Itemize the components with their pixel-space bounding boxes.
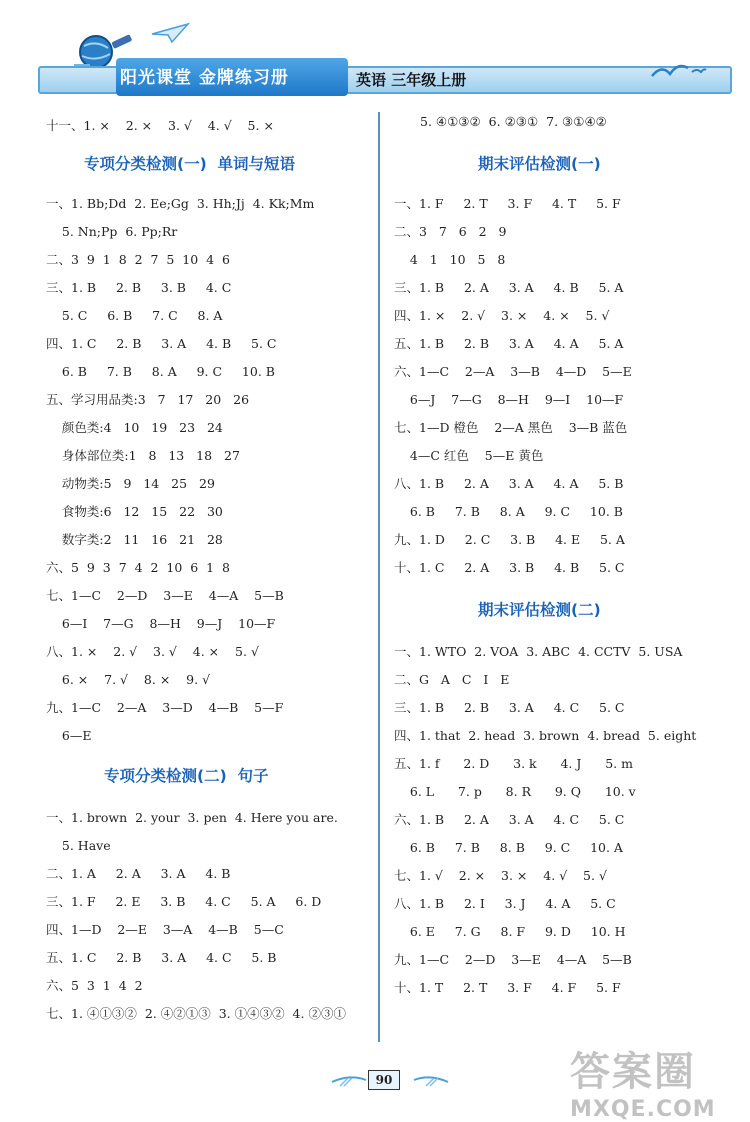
answer-row: 四、1—D 2—E 3—A 4—B 5—C: [46, 922, 284, 937]
answer-row: 6. × 7. √ 8. × 9. √: [46, 672, 211, 687]
answer-row: 十、1. T 2. T 3. F 4. F 5. F: [394, 980, 621, 995]
answer-row: 四、1. C 2. B 3. A 4. B 5. C: [46, 336, 277, 351]
answer-row: 九、1. D 2. C 3. B 4. E 5. A: [394, 532, 625, 547]
answer-row: 十、1. C 2. A 3. B 4. B 5. C: [394, 560, 625, 575]
answer-row: 6. E 7. G 8. F 9. D 10. H: [394, 924, 626, 939]
answer-row: 五、学习用品类:3 7 17 20 26: [46, 392, 250, 407]
answer-row: 5. ④①③② 6. ②③① 7. ③①④②: [420, 114, 607, 129]
answer-row: 二、1. A 2. A 3. A 4. B: [46, 866, 231, 881]
answer-row: 一、1. brown 2. your 3. pen 4. Here you are.: [46, 810, 338, 825]
answer-row: 八、1. B 2. A 3. A 4. A 5. B: [394, 476, 624, 491]
section-heading: 期末评估检测(一): [478, 155, 601, 173]
answer-row: 数字类:2 11 16 21 28: [46, 532, 223, 547]
answer-row: 四、1. × 2. √ 3. × 4. × 5. √: [394, 308, 610, 323]
answer-row: 食物类:6 12 15 22 30: [46, 504, 223, 519]
answer-row: 六、1—C 2—A 3—B 4—D 5—E: [394, 364, 632, 379]
subject-grade: 英语 三年级上册: [356, 71, 467, 89]
answer-row: 6. B 7. B 8. B 9. C 10. A: [394, 840, 623, 855]
column-divider: [378, 112, 380, 1042]
answer-row: 九、1—C 2—A 3—D 4—B 5—F: [46, 700, 284, 715]
answer-row: 五、1. B 2. B 3. A 4. A 5. A: [394, 336, 624, 351]
answer-row: 二、G A C I E: [394, 672, 510, 687]
answer-row: 六、5 9 3 7 4 2 10 6 1 8: [46, 560, 231, 575]
answer-row: 九、1—C 2—D 3—E 4—A 5—B: [394, 952, 632, 967]
answer-row: 颜色类:4 10 19 23 24: [46, 420, 223, 435]
answer-row: 一、1. Bb;Dd 2. Ee;Gg 3. Hh;Jj 4. Kk;Mm: [46, 196, 315, 211]
answer-row: 5. Have: [46, 838, 111, 853]
answer-row: 八、1. B 2. I 3. J 4. A 5. C: [394, 896, 616, 911]
section-heading: 专项分类检测(二) 句子: [104, 767, 269, 785]
answer-row: 八、1. × 2. √ 3. √ 4. × 5. √: [46, 644, 259, 659]
section-heading: 期末评估检测(二): [478, 601, 601, 619]
answer-row: 五、1. f 2. D 3. k 4. J 5. m: [394, 756, 633, 771]
answer-row: 三、1. B 2. B 3. A 4. C 5. C: [394, 700, 625, 715]
answer-row: 5. Nn;Pp 6. Pp;Rr: [46, 224, 178, 239]
page-header: [0, 0, 750, 110]
answer-row: 七、1—D 橙色 2—A 黑色 3—B 蓝色: [394, 420, 628, 435]
answer-row: 三、1. B 2. A 3. A 4. B 5. A: [394, 280, 624, 295]
answer-row: 三、1. F 2. E 3. B 4. C 5. A 6. D: [46, 894, 322, 909]
answer-row: 二、3 7 6 2 9: [394, 224, 507, 239]
answer-row: 6. B 7. B 8. A 9. C 10. B: [46, 364, 275, 379]
answer-row: 三、1. B 2. B 3. B 4. C: [46, 280, 232, 295]
answer-row: 6—J 7—G 8—H 9—I 10—F: [394, 392, 624, 407]
answer-row: 6—I 7—G 8—H 9—J 10—F: [46, 616, 276, 631]
answer-row: 4—C 红色 5—E 黄色: [394, 448, 544, 463]
answer-row: 一、1. WTO 2. VOA 3. ABC 4. CCTV 5. USA: [394, 644, 683, 659]
answer-row: 身体部位类:1 8 13 18 27: [46, 448, 240, 463]
answer-row: 七、1—C 2—D 3—E 4—A 5—B: [46, 588, 284, 603]
answer-row: 五、1. C 2. B 3. A 4. C 5. B: [46, 950, 277, 965]
answer-row: 六、1. B 2. A 3. A 4. C 5. C: [394, 812, 625, 827]
watermark-url: MXQE.COM: [570, 1097, 716, 1122]
section-heading: 专项分类检测(一) 单词与短语: [84, 155, 295, 173]
answer-row: 七、1. ④①③② 2. ④②①③ 3. ①④③② 4. ②③①: [46, 1006, 346, 1021]
series-title: 阳光课堂 金牌练习册: [120, 68, 289, 88]
answer-row: 七、1. √ 2. × 3. × 4. √ 5. √: [394, 868, 607, 883]
answer-row: 六、5 3 1 4 2: [46, 978, 143, 993]
answer-row: 6. L 7. p 8. R 9. Q 10. v: [394, 784, 636, 799]
answer-row: 5. C 6. B 7. C 8. A: [46, 308, 223, 323]
page-number: 90: [368, 1070, 400, 1090]
answer-row: 动物类:5 9 14 25 29: [46, 476, 215, 491]
paper-plane-icon: [150, 22, 190, 44]
watermark-title: 答案圈: [570, 1049, 696, 1095]
watermark: [570, 1040, 716, 1122]
answer-row: 4 1 10 5 8: [394, 252, 506, 267]
answer-row: 二、3 9 1 8 2 7 5 10 4 6: [46, 252, 231, 267]
answer-row: 6—E: [46, 728, 92, 743]
answer-row: 十一、1. × 2. × 3. √ 4. √ 5. ×: [46, 118, 274, 133]
answer-row: 一、1. F 2. T 3. F 4. T 5. F: [394, 196, 621, 211]
seagull-icon: [648, 58, 708, 84]
answer-row: 四、1. that 2. head 3. brown 4. bread 5. eight: [394, 728, 697, 743]
answer-row: 6. B 7. B 8. A 9. C 10. B: [394, 504, 623, 519]
